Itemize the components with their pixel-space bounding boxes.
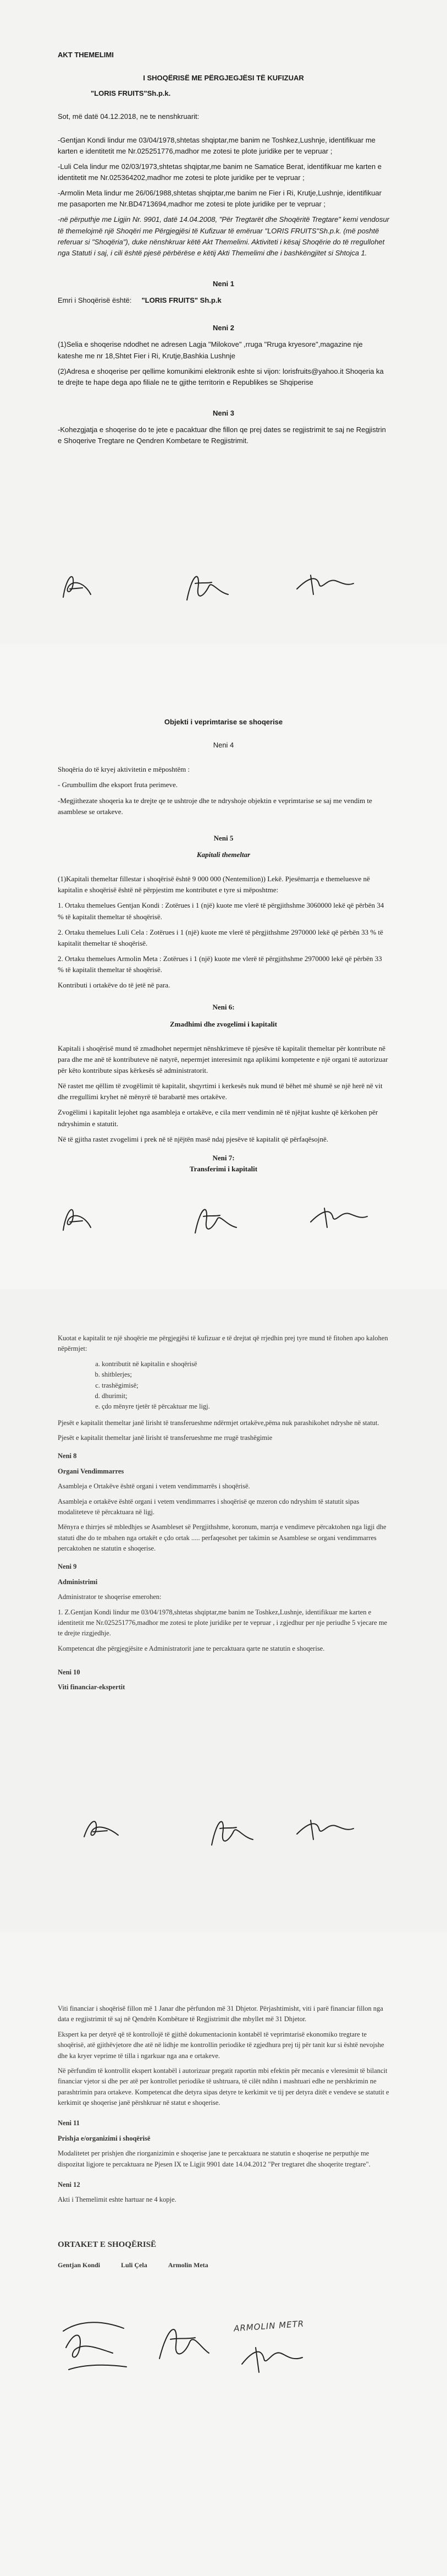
nen8-para-2: Asambleja e ortakëve është organi i vetem vendimmarres i shoqërisë qe mzeron cdo ndryshim të statutit sipas modaliteteve të përcaktuara në ligj.	[58, 1497, 360, 1516]
shareholder-name: Gentjan Kondi	[58, 2261, 101, 2269]
shareholders-section	[58, 2239, 389, 2271]
nen5-item-2: 2. Ortaku themelues Luli Cela : Zotërues i 1 (një) kuote me vlerë të përgjithshme 2970000 lekë që përbën 33 % të kapitalit themeltar të shoqërisë.	[58, 927, 383, 947]
transfer-methods-list	[58, 1359, 389, 1412]
nen10-title: Neni 10	[58, 1668, 80, 1676]
signature-armolin-meta	[308, 1200, 368, 1236]
nen2-item-1: (1)Selia e shoqerise ndodhet ne adresen Lagja "Milokove" ,rruga "Rruga kryesore",magazine nje kateshe me nr 18,Shtet Fier i Ri, Krutje,Bashkia Lushnje	[58, 340, 363, 360]
nen7-subtitle: Transferimi i kapitalit	[189, 1164, 258, 1173]
nen6-para-3: Zvogëlimi i kapitalit lejohet nga asambleja e ortakëve, e cila merr vendimin në të njëjtat kushte që kërkohen për ndryshimin e statutit.	[58, 1108, 378, 1128]
nen1-label: Emri i Shoqërisë është:	[58, 296, 132, 305]
signature-gentjan-kondi	[58, 2315, 135, 2384]
signature-armolin-meta	[239, 2337, 305, 2384]
nen5-item-3: 2. Ortaku themelues Armolin Meta : Zotërues i 1 (një) kuote me vlerë të përgjithshme 2970000 lekë që përbën 33 % të kapitalit themeltar të shoqërisë.	[58, 954, 382, 974]
signature-row	[58, 1812, 389, 1856]
shareholder-names	[58, 2260, 389, 2271]
fiscal-year-para: Viti financiar i shoqërisë fillon më 1 Janar dhe përfundon më 31 Dhjetor. Përjashtimisht, viti i parë financiar fillon nga data e regjistrimit të saj në Qendrën Kombëtare të Regjistrimit dhe mbyllet më 31 Dhjetor.	[58, 2005, 383, 2023]
expert-para-1: Ekspert ka per detyrë që të kontrollojë të gjithë dokumentacionin kontabël të veprimtarisë ekonomiko tregtare te shoqërisë, atë gjithëvjetore dhe atë në lidhje me kontrollin periodike të zgjedhura prej tij për tanit kur si është nevojshe dhe ka kryer veprime të tilla i ngarkuar nga ana e ortakeve.	[58, 2030, 384, 2060]
founder-2: -Luli Cela lindur me 02/03/1973,shtetas shqiptar,me banim ne Samatice Berat, identifikuar me karten e identitetit me Nr.025364202,madhor me zotesi te plote juridike per te vepruar ;	[58, 162, 382, 182]
nen9-admin: 1. Z.Gentjan Kondi lindur me 03/04/1978,shtetas shqiptar,me banim ne Toshkez,Lushnje, identifikuar me karten e identitetit me Nr.025251776,madhor me zotesi te plote juridike per te vepruar , i zgjedhur per nje periudhe 5 vjecare me te drejte rizgjedhje.	[58, 1608, 388, 1638]
signature-luli-cela	[154, 2315, 214, 2378]
nen6-subtitle: Zmadhimi dhe zvogelimi i kapitalit	[169, 1019, 277, 1028]
nen3-text: -Kohezgjatja e shoqerise do te jete e pacaktuar dhe fillon qe prej dates se regjistrimit te saj ne Regjistrin e Shoqerive Tregtare ne Qendren Kombetare te Regjistrimit.	[58, 425, 386, 445]
nen1-title: Neni 1	[212, 279, 234, 288]
shareholder-name: Luli Çela	[121, 2261, 147, 2269]
signature-luli-cela	[206, 1812, 256, 1854]
nen4-bullet: - Grumbullim dhe eksport fruta perimeve.	[58, 781, 178, 789]
nen9-title: Neni 9	[58, 1563, 77, 1571]
nen4-title: Neni 4	[213, 741, 234, 750]
company-name-heading: "LORIS FRUITS"Sh.p.k.	[91, 89, 171, 98]
nen12-text: Akti i Themelimit eshte hartuar ne 4 kopje.	[58, 2196, 176, 2204]
nen6-para-4: Në të gjitha rastet zvogelimi i prek në të njëjtën masë ndaj pjesëve të kapitalit që përfaqësojnë.	[58, 1134, 329, 1143]
signature-row	[58, 567, 389, 611]
nen6-para-1: Kapitali i shoqërisë mund të zmadhohet nepermjet nënshkrimeve të pjesëve të kapitalit themeltar për kontribute në para dhe me anë të kontributeve në natyrë, nepermjet interesimit nga aplikimi kompetente e një organi të autorizuar për këto kontribute sipas kërkesës së administratorit.	[58, 1044, 388, 1074]
handwritten-name-armolin-meta: ARMOLIN METR	[233, 2318, 305, 2334]
act-title: AKT THEMELIMI	[58, 51, 114, 59]
signature-luli-cela	[181, 567, 231, 609]
signature-row	[58, 1200, 389, 1244]
nen8-title: Neni 8	[58, 1452, 77, 1460]
objekt-title: Objekti i veprimtarise se shoqerise	[164, 718, 283, 726]
nen11-subtitle: Prishja e/organizimi i shoqërisë	[58, 2134, 151, 2142]
nen5-tail: Kontributi i ortakëve do të jetë në para.	[58, 981, 170, 990]
nen5-title: Neni 5	[213, 833, 234, 842]
nen8-para-3: Mënyra e thirrjes së mbledhjes se Asambleset së Pergjithshme, koronum, marrja e vendimeve përcaktohen nga ligji dhe statuti dhe do te mbahen nga ortakët e çdo ortak ..... perfaqesohet per takimin se Asamblese se organi vendimmarres percaktohen ne statutin e shoqerise.	[58, 1523, 387, 1552]
signature-gentjan-kondi	[58, 567, 96, 609]
transfer-para-1: Pjesët e kapitalit themeltar janë lirisht të transferueshme ndërmjet ortakëve,pëma nuk parashikohet ndryshe në statut.	[58, 1418, 379, 1427]
nen3-title: Neni 3	[212, 408, 234, 417]
nen4-text: -Megjithezate shoqeria ka te drejte qe te ushtroje dhe te ndryshoje objektin e veprimtarise se saj me vendim te asamblese se ortakeve.	[58, 796, 372, 816]
nen4-intro: Shoqëria do të kryej aktivitetin e mëposhtëm :	[58, 765, 190, 774]
expert-para-2: Në përfundim të kontrollit ekspert kontabël i autorizuar pregatit raportin mbi efektin për mecanis e vleresimit të bilancit financiar vjetor si dhe per atë per kontrollet periodike të ushtruara, të cilët ndihn i mashtuari edhe ne pershkrimin ne parashtrimin para ortakeve. Kompetencat dhe detyra sipas detyre te kerkimit ve tij per detyra ditët e vendeve se statutit e kerkimit qe shoqerise janë përshkruar në statut e shoqerise.	[58, 2066, 389, 2106]
nen1-company-name: "LORIS FRUITS" Sh.p.k	[141, 296, 222, 305]
nen12-title: Neni 12	[58, 2180, 80, 2188]
nen10-subtitle: Viti financiar-ekspertit	[58, 1683, 125, 1691]
nen8-para-1: Asambleja e Ortakëve është organi i vetem vendimmarrës i shoqërisë.	[58, 1482, 250, 1491]
signature-armolin-meta	[294, 567, 355, 603]
signature-gentjan-kondi	[58, 1200, 96, 1242]
nen2-item-2: (2)Adresa e shoqerise per qellime komunikimi elektronik eshte si vijon: lorisfruits@yahoo.it Shoqeria ka te drejte te hape dega apo filiale ne te gjithe territorin e Republikes se Shqiperise	[58, 367, 384, 386]
list-item: d. dhurimit;	[102, 1391, 389, 1401]
nen1-text	[58, 295, 389, 306]
nen6-title: Neni 6:	[212, 1003, 235, 1012]
signature-row	[58, 2315, 389, 2386]
nen9-subtitle: Administrimi	[58, 1578, 98, 1586]
nen8-subtitle: Organi Vendimmarres	[58, 1467, 124, 1475]
nen11-text: Modalitetet per prishjen dhe riorganizimin e shoqerise jane te percaktuara ne statutin e shoqerise ne perputhje me dispozitat ligjore te percaktuara ne Pjesen IX te Ligjit 9901 date 14.04.2012 "Per tregtaret dhe shoqerite tregtare".	[58, 2149, 371, 2168]
list-item: c. trashëgimisë;	[102, 1380, 389, 1391]
signature-gentjan-kondi	[80, 1812, 124, 1848]
legal-basis: -në përputhje me Ligjin Nr. 9901, datë 14.04.2008, "Për Tregtarët dhe Shoqëritë Tregtare" kemi vendosur të themelojmë një Shoqëri me Përgjegjësi të Kufizuar të emëruar "LORIS FRUITS"Sh.p.k. (më poshtë referuar si "Shoqëria"), duke nënshkruar këtë Akt Themelimi. Aktiviteti i kësaj Shoqërie do të rregullohet nga Statuti i saj, i cili është pjesë përbërëse e këtij Akti Themelimi dhe i bashkëngjitet si Shtojca 1.	[58, 215, 390, 257]
nen11-title: Neni 11	[58, 2119, 80, 2127]
nen9-intro: Administrator te shoqerise emerohen:	[58, 1593, 162, 1601]
document-page-2	[0, 644, 447, 1289]
nen2-title: Neni 2	[212, 324, 234, 332]
list-item: b. shitblerjes;	[102, 1369, 389, 1380]
shareholder-name: Armolin Meta	[168, 2261, 208, 2269]
shareholders-title: ORTAKET E SHOQËRISË	[58, 2240, 156, 2249]
list-item: a. kontributit në kapitalin e shoqërisë	[102, 1359, 389, 1369]
nen6-para-2: Në rastet me qëllim të zvogëlimit të kapitalit, shqyrtimi i kerkesës nuk mund të bëhet më shumë se një herë në vit dhe rregullimi kryhet në mënyrë të barabartë mes ortakëve.	[58, 1082, 383, 1101]
document-page-3	[0, 1289, 447, 1932]
intro-line: Sot, më datë 04.12.2018, ne te nenshkruarit:	[58, 112, 200, 121]
nen5-item-1: 1. Ortaku themelues Gentjan Kondi : Zotërues i 1 (një) kuote me vlerë të përgjithshme 3060000 lekë që përbën 34 % të kapitalit themeltar të shoqërisë.	[58, 901, 384, 921]
signature-armolin-meta	[294, 1812, 355, 1848]
nen5-subtitle: Kapitali themeltar	[196, 850, 251, 859]
transfer-intro: Kuotat e kapitalit te një shoqërie me përgjegjësi të kufizuar e të drejtat që rrjedhin prej tyre mund të fitohen apo kalohen nëpërmjet:	[58, 1334, 388, 1353]
document-page-4	[0, 1932, 447, 2576]
document-page-1	[0, 0, 447, 644]
nen9-tail: Kompetencat dhe përgjegjësite e Administratorit jane te percaktuara qarte ne statutin e shoqerise.	[58, 1644, 325, 1652]
nen5-intro: (1)Kapitali themeltar fillestar i shoqërisë është 9 000 000 (Nentemilion)) Lekë. Pjesëmarrja e themeluesve në kapitalin e shoqërisë është në përpjestim me kontributet e tyre si mëposhtme:	[58, 875, 370, 894]
signature-luli-cela	[190, 1200, 239, 1242]
company-type-heading: I SHOQËRISË ME PËRGJEGJËSI TË KUFIZUAR	[143, 74, 304, 83]
founder-1: -Gentjan Kondi lindur me 03/04/1978,shtetas shqiptar,me banim ne Toshkez,Lushnje, identifikuar me karten e identitetit me Nr.025251776,madhor me zotesi te plote juridike per te vepruar ;	[58, 135, 376, 155]
nen7-title: Neni 7:	[212, 1153, 235, 1162]
founder-3: -Armolin Meta lindur me 26/06/1988,shtetas shqiptar,me banim ne Fier i Ri, Krutje,Lushnje, identifikuar me pasaporten me Nr.BD4713694,madhor me zotesi te plote juridike per te vepruar ;	[58, 189, 382, 209]
transfer-para-2: Pjesët e kapitalit themeltar janë lirisht të transferueshme me rrugë trashëgimie	[58, 1434, 273, 1442]
list-item: e. çdo mënyre tjetër të përcaktuar me ligj.	[102, 1401, 389, 1412]
